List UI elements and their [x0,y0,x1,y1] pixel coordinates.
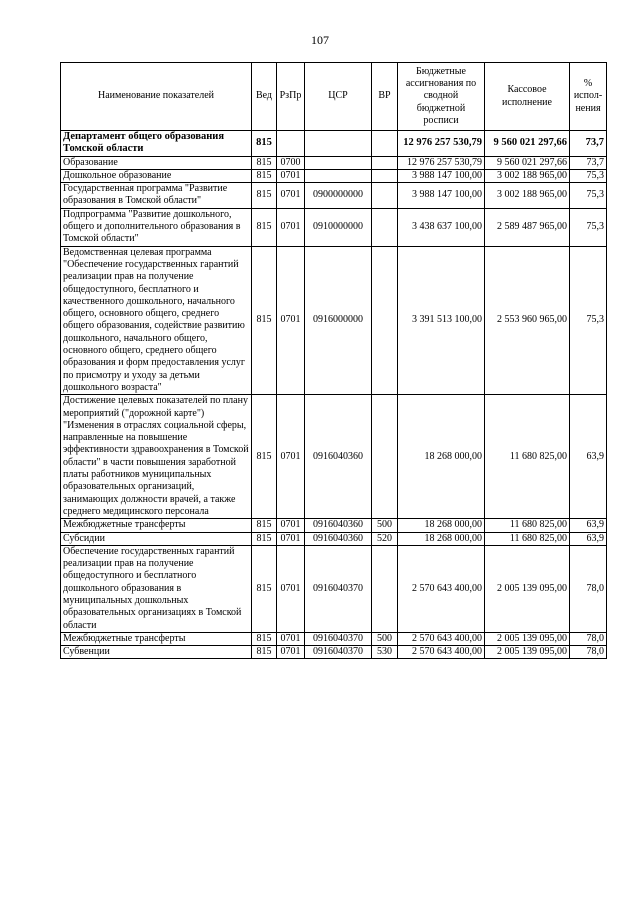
row-vr [372,208,398,246]
row-assignments: 18 268 000,00 [398,532,485,545]
row-rzpr: 0701 [277,532,305,545]
table-row [61,545,607,632]
row-name: Субвенции [61,646,252,659]
row-ved: 815 [252,131,277,157]
row-cash-execution: 2 553 960 965,00 [485,246,570,395]
row-ved: 815 [252,183,277,209]
header-csr: ЦСР [305,63,372,131]
budget-execution-table [60,62,607,659]
row-vr [372,395,398,519]
row-rzpr: 0701 [277,169,305,182]
row-ved: 815 [252,632,277,645]
row-execution-percent: 75,3 [570,183,607,209]
row-rzpr: 0701 [277,519,305,532]
row-rzpr: 0701 [277,545,305,632]
row-rzpr: 0700 [277,156,305,169]
header-rzpr: РзПр [277,63,305,131]
table-row [61,519,607,532]
row-ved: 815 [252,395,277,519]
row-ved: 815 [252,156,277,169]
row-execution-percent: 75,3 [570,208,607,246]
table-row [61,632,607,645]
table-row [61,156,607,169]
table-row [61,169,607,182]
row-cash-execution: 2 005 139 095,00 [485,646,570,659]
row-name: Межбюджетные трансферты [61,519,252,532]
row-cash-execution: 11 680 825,00 [485,519,570,532]
row-rzpr: 0701 [277,208,305,246]
row-name: Дошкольное образование [61,169,252,182]
row-csr: 0916040370 [305,632,372,645]
row-cash-execution: 2 005 139 095,00 [485,545,570,632]
row-assignments: 2 570 643 400,00 [398,646,485,659]
table-row [61,395,607,519]
row-vr: 520 [372,532,398,545]
header-assignments: Бюджетные ассигнования по сводной бюджетной росписи [398,63,485,131]
row-rzpr [277,131,305,157]
row-csr [305,156,372,169]
row-execution-percent: 73,7 [570,156,607,169]
row-ved: 815 [252,246,277,395]
row-rzpr: 0701 [277,395,305,519]
row-cash-execution: 9 560 021 297,66 [485,131,570,157]
row-execution-percent: 78,0 [570,646,607,659]
row-assignments: 3 988 147 100,00 [398,169,485,182]
row-cash-execution: 3 002 188 965,00 [485,183,570,209]
row-execution-percent: 63,9 [570,532,607,545]
row-assignments: 2 570 643 400,00 [398,545,485,632]
row-ved: 815 [252,646,277,659]
row-execution-percent: 73,7 [570,131,607,157]
row-cash-execution: 3 002 188 965,00 [485,169,570,182]
page-number: 107 [311,33,329,47]
table-row [61,532,607,545]
header-execution-percent: % испол-нения [570,63,607,131]
row-ved: 815 [252,532,277,545]
row-name: Обеспечение государственных гарантий реализации прав на получение общедоступного и бесплатного дошкольного образования в муниципальных дошкольных образовательных организациях в Томской области [61,545,252,632]
row-name: Подпрограмма "Развитие дошкольного, общего и дополнительного образования в Томской области" [61,208,252,246]
table-row [61,208,607,246]
row-cash-execution: 2 589 487 965,00 [485,208,570,246]
row-execution-percent: 75,3 [570,169,607,182]
row-assignments: 2 570 643 400,00 [398,632,485,645]
row-assignments: 3 988 147 100,00 [398,183,485,209]
row-ved: 815 [252,545,277,632]
row-rzpr: 0701 [277,246,305,395]
row-assignments: 3 438 637 100,00 [398,208,485,246]
table-row [61,646,607,659]
row-csr: 0916040360 [305,519,372,532]
row-cash-execution: 2 005 139 095,00 [485,632,570,645]
row-rzpr: 0701 [277,632,305,645]
row-csr: 0916040360 [305,532,372,545]
header-ved: Вед [252,63,277,131]
row-execution-percent: 78,0 [570,632,607,645]
row-csr: 0916040370 [305,646,372,659]
row-csr: 0900000000 [305,183,372,209]
row-ved: 815 [252,519,277,532]
row-vr [372,183,398,209]
row-assignments: 12 976 257 530,79 [398,156,485,169]
row-csr [305,131,372,157]
table-row [61,246,607,395]
row-name: Образование [61,156,252,169]
row-cash-execution: 11 680 825,00 [485,532,570,545]
row-vr [372,156,398,169]
row-name: Департамент общего образования Томской области [61,131,252,157]
table-row [61,183,607,209]
row-name: Государственная программа "Развитие образования в Томской области" [61,183,252,209]
row-execution-percent: 78,0 [570,545,607,632]
row-name: Субсидии [61,532,252,545]
row-vr: 530 [372,646,398,659]
row-ved: 815 [252,208,277,246]
header-name: Наименование показателей [61,63,252,131]
row-name: Ведомственная целевая программа "Обеспечение государственных гарантий реализации прав на получение общедоступного, бесплатного и качественного дошкольного, начального общего, основного общего, среднего общего образования, содействие развитию дошкольного, начального общего, основного общего, среднего общего образования и форм предоставления услуг по присмотру и уходу за детьми дошкольного возраста" [61,246,252,395]
row-assignments: 18 268 000,00 [398,395,485,519]
row-assignments: 12 976 257 530,79 [398,131,485,157]
row-csr: 0910000000 [305,208,372,246]
row-name: Межбюджетные трансферты [61,632,252,645]
row-csr: 0916040370 [305,545,372,632]
row-rzpr: 0701 [277,183,305,209]
row-cash-execution: 9 560 021 297,66 [485,156,570,169]
row-assignments: 18 268 000,00 [398,519,485,532]
row-execution-percent: 63,9 [570,395,607,519]
row-assignments: 3 391 513 100,00 [398,246,485,395]
header-vr: ВР [372,63,398,131]
table-row [61,131,607,157]
row-vr [372,169,398,182]
row-name: Достижение целевых показателей по плану мероприятий ("дорожной карте") "Изменения в отраслях социальной сферы, направленные на повышение эффективности здравоохранения в Томской области" в части повышения заработной платы работников муниципальных образовательных организаций, занимающих должности врачей, а также среднего медицинского персонала [61,395,252,519]
row-vr [372,131,398,157]
row-csr [305,169,372,182]
row-ved: 815 [252,169,277,182]
header-cash-execution: Кассовое исполнение [485,63,570,131]
row-cash-execution: 11 680 825,00 [485,395,570,519]
row-csr: 0916040360 [305,395,372,519]
row-vr [372,545,398,632]
row-execution-percent: 63,9 [570,519,607,532]
row-vr: 500 [372,632,398,645]
row-execution-percent: 75,3 [570,246,607,395]
row-vr [372,246,398,395]
row-vr: 500 [372,519,398,532]
row-rzpr: 0701 [277,646,305,659]
row-csr: 0916000000 [305,246,372,395]
